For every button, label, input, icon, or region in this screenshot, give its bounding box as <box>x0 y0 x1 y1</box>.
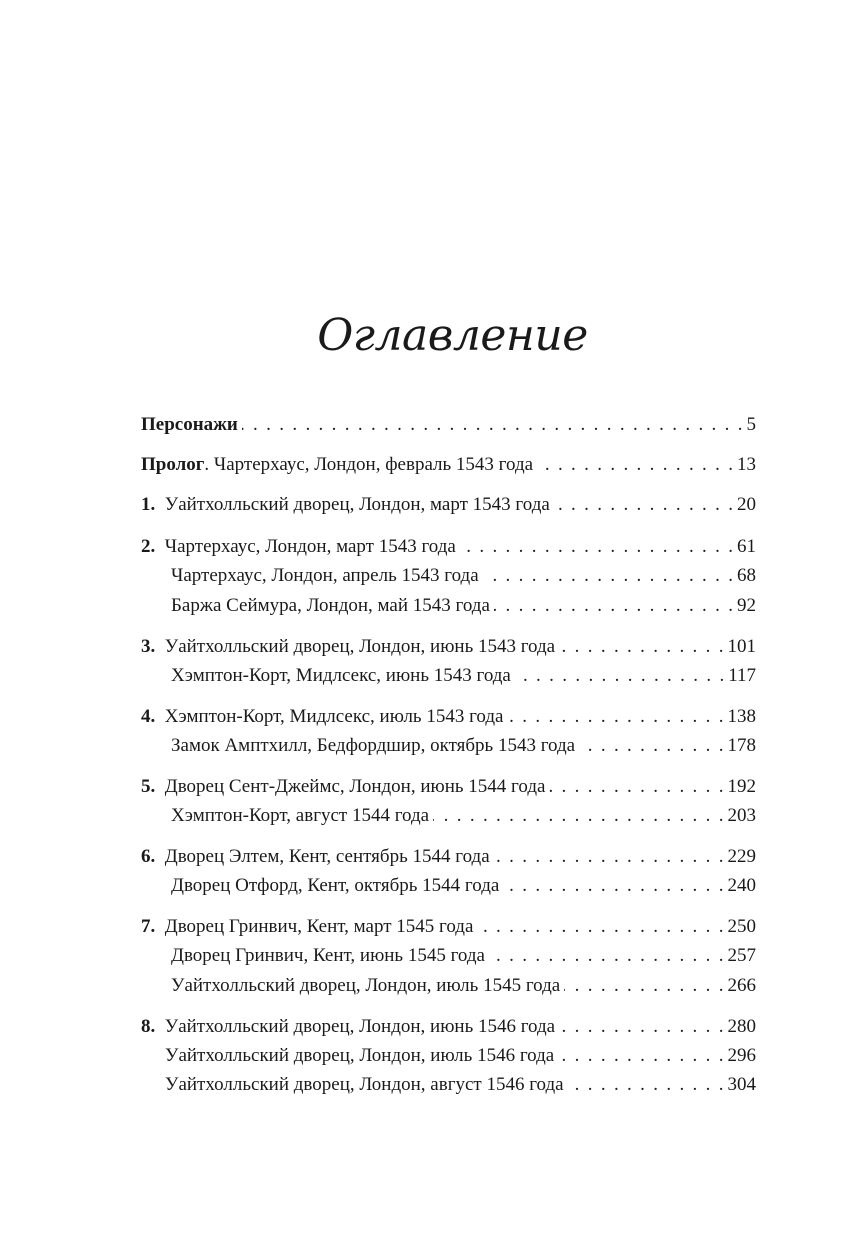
entry-text: Уайтхолльский дворец, Лондон, июль 1546 года <box>165 1045 555 1066</box>
dot-leader <box>558 1044 723 1068</box>
entry-text: Чартерхаус, Лондон, март 1543 года <box>164 536 456 557</box>
dot-leader <box>433 804 723 828</box>
dot-leader <box>579 734 723 758</box>
dot-leader <box>483 564 733 588</box>
page-number: 296 <box>727 1045 756 1066</box>
entry-text: Уайтхолльский дворец, Лондон, август 1546 года <box>165 1074 564 1095</box>
page-number: 68 <box>737 565 756 586</box>
toc-entry-title <box>141 453 533 477</box>
entry-text: Дворец Гринвич, Кент, июнь 1545 года <box>171 945 485 966</box>
dot-leader <box>554 493 733 517</box>
toc-entry-title <box>171 874 499 898</box>
page-number: 203 <box>727 805 756 826</box>
dot-leader <box>549 775 723 799</box>
page-number: 178 <box>727 735 756 756</box>
page-number: 304 <box>727 1074 756 1095</box>
toc-entry[interactable] <box>141 705 756 729</box>
entry-text: Замок Амптхилл, Бедфордшир, октябрь 1543 года <box>171 735 576 756</box>
page-number: 61 <box>737 536 756 557</box>
chapter-number: 3. <box>141 636 156 657</box>
entry-text: Чартерхаус, Лондон, апрель 1543 года <box>171 565 479 586</box>
toc-entry[interactable] <box>141 915 756 939</box>
page-number: 5 <box>746 414 756 435</box>
toc-entry[interactable] <box>141 1015 756 1039</box>
toc-entry[interactable] <box>171 664 756 688</box>
entry-text: Уайтхолльский дворец, Лондон, июнь 1543 года <box>164 636 556 657</box>
page-number: 92 <box>737 595 756 616</box>
chapter-number: 4. <box>141 706 156 727</box>
toc-entry-title <box>141 413 238 437</box>
chapter-number: 5. <box>141 776 156 797</box>
toc-entry-title <box>171 664 511 688</box>
toc-entry[interactable] <box>171 734 756 758</box>
entry-text: Баржа Сеймура, Лондон, май 1543 года <box>171 595 490 616</box>
entry-text: Дворец Отфорд, Кент, октябрь 1544 года <box>171 875 500 896</box>
toc-entry-title <box>171 564 479 588</box>
dot-leader <box>477 915 723 939</box>
chapter-number: 2. <box>141 536 156 557</box>
toc-entry[interactable] <box>165 1073 756 1097</box>
entry-label: Персонажи <box>141 414 238 435</box>
chapter-number: 6. <box>141 846 156 867</box>
toc-entry-title <box>171 804 429 828</box>
entry-text: Уайтхолльский дворец, Лондон, июль 1545 года <box>171 975 561 996</box>
page-number: 229 <box>727 846 756 867</box>
page-number: 20 <box>737 494 756 515</box>
page-number: 138 <box>727 706 756 727</box>
entry-text: . Чартерхаус, Лондон, февраль 1543 года <box>204 454 534 475</box>
entry-text: Хэмптон-Корт, Мидлсекс, июнь 1543 года <box>171 665 511 686</box>
toc-entry-title <box>141 845 490 869</box>
dot-leader <box>568 1073 724 1097</box>
dot-leader <box>460 535 733 559</box>
toc-entry[interactable] <box>171 944 756 968</box>
toc-entry[interactable] <box>141 535 756 559</box>
toc-entry-title <box>165 1044 554 1068</box>
toc-entry-title <box>141 775 545 799</box>
page-number: 250 <box>727 916 756 937</box>
page-number: 13 <box>737 454 756 475</box>
page-number: 117 <box>728 665 756 686</box>
toc-entry-title <box>141 705 503 729</box>
page-number: 257 <box>727 945 756 966</box>
toc-entry-title <box>171 974 560 998</box>
dot-leader <box>515 664 724 688</box>
page-number: 240 <box>727 875 756 896</box>
toc-entry[interactable] <box>165 1044 756 1068</box>
toc-entry-title <box>141 1015 555 1039</box>
toc-entry-title <box>141 915 473 939</box>
dot-leader <box>559 1015 723 1039</box>
chapter-number: 7. <box>141 916 156 937</box>
toc-entry[interactable] <box>171 974 756 998</box>
entry-text: Дворец Гринвич, Кент, март 1545 года <box>164 916 474 937</box>
entry-text: Уайтхолльский дворец, Лондон, март 1543 года <box>164 494 550 515</box>
toc-entry[interactable] <box>171 874 756 898</box>
toc-entry[interactable] <box>141 413 756 437</box>
dot-leader <box>537 453 733 477</box>
toc-entry[interactable] <box>141 493 756 517</box>
page-title: Оглавление <box>317 310 588 361</box>
chapter-number: 1. <box>141 494 156 515</box>
dot-leader <box>494 845 724 869</box>
toc-entry[interactable] <box>171 804 756 828</box>
dot-leader <box>507 705 723 729</box>
dot-leader <box>503 874 723 898</box>
entry-text: Дворец Элтем, Кент, сентябрь 1544 года <box>164 846 490 867</box>
dot-leader <box>242 413 743 437</box>
entry-label: Пролог <box>141 454 205 475</box>
toc-entry-title <box>141 635 555 659</box>
page-number: 101 <box>727 636 756 657</box>
toc-entry-title <box>165 1073 564 1097</box>
dot-leader <box>489 944 724 968</box>
toc-entry[interactable] <box>141 453 756 477</box>
entry-text: Хэмптон-Корт, Мидлсекс, июль 1543 года <box>164 706 504 727</box>
toc-entry[interactable] <box>141 845 756 869</box>
toc-entry-title <box>141 535 456 559</box>
dot-leader <box>494 594 733 618</box>
toc-entry-title <box>141 493 550 517</box>
dot-leader <box>564 974 723 998</box>
entry-text: Хэмптон-Корт, август 1544 года <box>171 805 430 826</box>
chapter-number: 8. <box>141 1016 156 1037</box>
entry-text: Уайтхолльский дворец, Лондон, июнь 1546 года <box>164 1016 556 1037</box>
page-number: 280 <box>727 1016 756 1037</box>
toc-entry[interactable] <box>141 775 756 799</box>
toc-entry[interactable] <box>171 594 756 618</box>
toc-entry-title <box>171 594 490 618</box>
toc-entry[interactable] <box>141 635 756 659</box>
page-number: 192 <box>727 776 756 797</box>
entry-text: Дворец Сент-Джеймс, Лондон, июнь 1544 года <box>164 776 546 797</box>
toc-entry[interactable] <box>171 564 756 588</box>
page-number: 266 <box>727 975 756 996</box>
dot-leader <box>559 635 723 659</box>
toc-entry-title <box>171 734 575 758</box>
toc-entry-title <box>171 944 485 968</box>
